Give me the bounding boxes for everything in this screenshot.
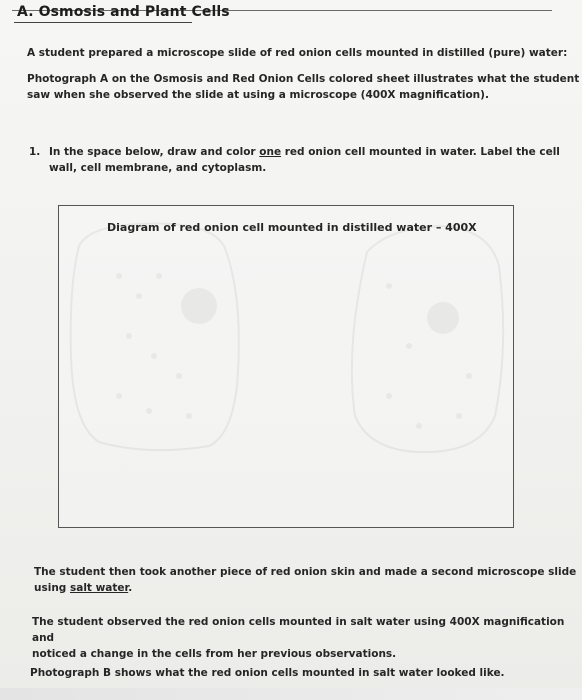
diagram-title: Diagram of red onion cell mounted in distilled water – 400X [107,221,477,234]
intro-line: A student prepared a microscope slide of red onion cells mounted in distilled (pure) water: [27,47,568,59]
question-number: 1. [29,146,41,158]
followup-p2-line-1: The student observed the red onion cells mounted in salt water using 400X magnification and [32,616,565,644]
intro-paragraph-line-1: Photograph A on the Osmosis and Red Onion Cells colored sheet illustrates what the student [27,73,580,85]
page-bottom-edge [0,688,582,700]
diagram-drawing-area[interactable] [58,205,514,528]
question-text-post: red onion cell mounted in water. Label the cell [281,146,560,158]
followup-p1-pre: using [34,582,70,594]
question-text-line-1 [49,144,560,160]
question-text-pre: In the space below, draw and color [49,146,260,158]
section-heading: A. Osmosis and Plant Cells [17,4,230,20]
followup-p1-line-1: The student then took another piece of red onion skin and made a second microscope slide [34,566,577,578]
question-text [49,144,560,176]
intro-paragraph [27,71,579,103]
heading-underline [14,22,192,23]
intro-paragraph-line-2: saw when she observed the slide at using a microscope (400X magnification). [27,89,489,101]
followup-paragraph-1 [34,564,576,596]
followup-paragraph-2 [32,614,582,662]
followup-p2-line-2: noticed a change in the cells from her previous observations. [32,648,397,660]
salt-water-underlined: salt water [69,582,129,594]
followup-p1-line-2 [34,580,576,596]
question-text-underlined: one [259,146,282,158]
followup-paragraph-3: Photograph B shows what the red onion cells mounted in salt water looked like. [30,667,505,679]
question-text-line-2: wall, cell membrane, and cytoplasm. [49,162,267,174]
show-through-cells [59,206,515,529]
followup-p1-post: . [128,582,133,594]
